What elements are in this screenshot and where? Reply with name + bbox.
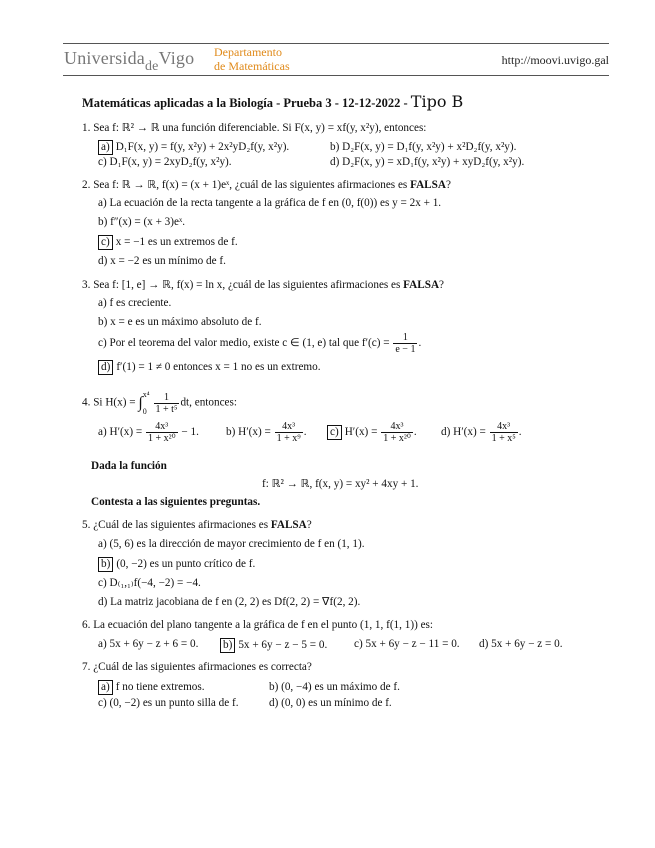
given-heading: Dada la función	[91, 460, 167, 472]
q4-stem: 4. Si H(x) = ∫ x⁴ 0 $\frac{1}{\text{1 + t⁵}}$ dt, entonces:	[82, 390, 237, 416]
header-bottom-rule	[63, 75, 609, 76]
q3-option-c: c) Por el teorema del valor medio, existe c ∈ (1, e) tal que f′(c) = $\frac{1}{e - 1}$ .	[98, 332, 422, 355]
q7-stem: 7. ¿Cuál de las siguientes afirmaciones es correcta?	[82, 661, 312, 673]
q6-option-c: c) 5x + 6y − z − 11 = 0.	[354, 638, 460, 650]
q1-option-d: d) D₂F(x, y) = xD₁f(y, x²y) + xyD₂f(y, x²y).	[330, 156, 525, 168]
q3-stem: 3. Sea f: [1, e] → ℝ, f(x) = ln x, ¿cuál de las siguientes afirmaciones es FALSA?	[82, 279, 444, 291]
given-function: f: ℝ² → ℝ, f(x, y) = xy² + 4xy + 1.	[262, 478, 419, 490]
q7-option-a: a) f no tiene extremos.	[98, 680, 205, 695]
q7-option-d: d) (0, 0) es un mínimo de f.	[269, 697, 392, 709]
q7-option-b: b) (0, −4) es un máximo de f.	[269, 681, 400, 693]
q5-option-a: a) (5, 6) es la dirección de mayor crecimiento de f en (1, 1).	[98, 538, 365, 550]
q6-stem: 6. La ecuación del plano tangente a la gráfica de f en el punto (1, 1, f(1, 1)) es:	[82, 619, 434, 631]
q4-option-b: b) H′(x) = $\frac{\text{4x³}}{\text{1 + x⁹}}$ .	[226, 421, 307, 444]
header-top-rule	[63, 43, 609, 44]
university-logo: Universida$_{de}$Vigo	[64, 48, 195, 74]
q3-option-d: d) f′(1) = 1 ≠ 0 entonces x = 1 no es un extremo.	[98, 360, 321, 375]
q3-option-b: b) x = e es un máximo absoluto de f.	[98, 316, 262, 328]
q1-stem: 1. Sea f: ℝ² → ℝ una función diferenciable. Si F(x, y) = xf(y, x²y), entonces:	[82, 122, 427, 134]
answer-box: d)	[98, 360, 113, 375]
q1-option-c: c) D₁F(x, y) = 2xyD₂f(y, x²y).	[98, 156, 232, 168]
q5-stem: 5. ¿Cuál de las siguientes afirmaciones es FALSA?	[82, 519, 312, 531]
q6-option-b: b) 5x + 6y − z − 5 = 0.	[220, 638, 327, 653]
answer-box: c)	[327, 425, 342, 440]
q4-option-d: d) H′(x) = $\frac{\text{4x³}}{\text{1 + x⁵}}$ .	[441, 421, 522, 444]
exam-title: Matemáticas aplicadas a la Biología - Prueba 3 - 12-12-2022 - Tipo B	[82, 92, 464, 111]
given-instruction: Contesta a las siguientes preguntas.	[91, 496, 261, 508]
q1-option-b: b) D₂F(x, y) = D₁f(y, x²y) + x²D₂f(y, x²y).	[330, 141, 517, 153]
q4-option-a: a) H′(x) = $\frac{\text{4x³}}{\text{1 + x²⁰}}$ − 1.	[98, 421, 199, 444]
q5-option-c: c) D₍₁,₁₎f(−4, −2) = −4.	[98, 577, 201, 589]
q7-option-c: c) (0, −2) es un punto silla de f.	[98, 697, 239, 709]
answer-box: b)	[98, 557, 113, 572]
q6-option-a: a) 5x + 6y − z + 6 = 0.	[98, 638, 199, 650]
q2-option-d: d) x = −2 es un mínimo de f.	[98, 255, 226, 267]
q2-option-b: b) f″(x) = (x + 3)eˣ.	[98, 216, 185, 228]
q5-option-d: d) La matriz jacobiana de f en (2, 2) es Df(2, 2) = ∇f(2, 2).	[98, 596, 361, 608]
q3-option-a: a) f es creciente.	[98, 297, 172, 309]
q4-option-c: c) H′(x) = $\frac{\text{4x³}}{\text{1 + x²⁰}}$ .	[327, 421, 417, 444]
answer-box: c)	[98, 235, 113, 250]
q5-option-b: b) (0, −2) es un punto crítico de f.	[98, 557, 255, 572]
q2-option-a: a) La ecuación de la recta tangente a la gráfica de f en (0, f(0)) es y = 2x + 1.	[98, 197, 442, 209]
answer-box: b)	[220, 638, 235, 653]
q2-stem: 2. Sea f: ℝ → ℝ, f(x) = (x + 1)eˣ, ¿cuál de las siguientes afirmaciones es FALSA?	[82, 179, 451, 191]
q6-option-d: d) 5x + 6y − z = 0.	[479, 638, 563, 650]
department-name: Departamento de Matemáticas	[214, 45, 290, 73]
q1-option-a: a) D₁F(x, y) = f(y, x²y) + 2x²yD₂f(y, x²y).	[98, 140, 289, 155]
answer-box: a)	[98, 140, 113, 155]
answer-box: a)	[98, 680, 113, 695]
header-url[interactable]: http://moovi.uvigo.gal	[501, 53, 609, 67]
q2-option-c: c) x = −1 es un extremos de f.	[98, 235, 238, 250]
